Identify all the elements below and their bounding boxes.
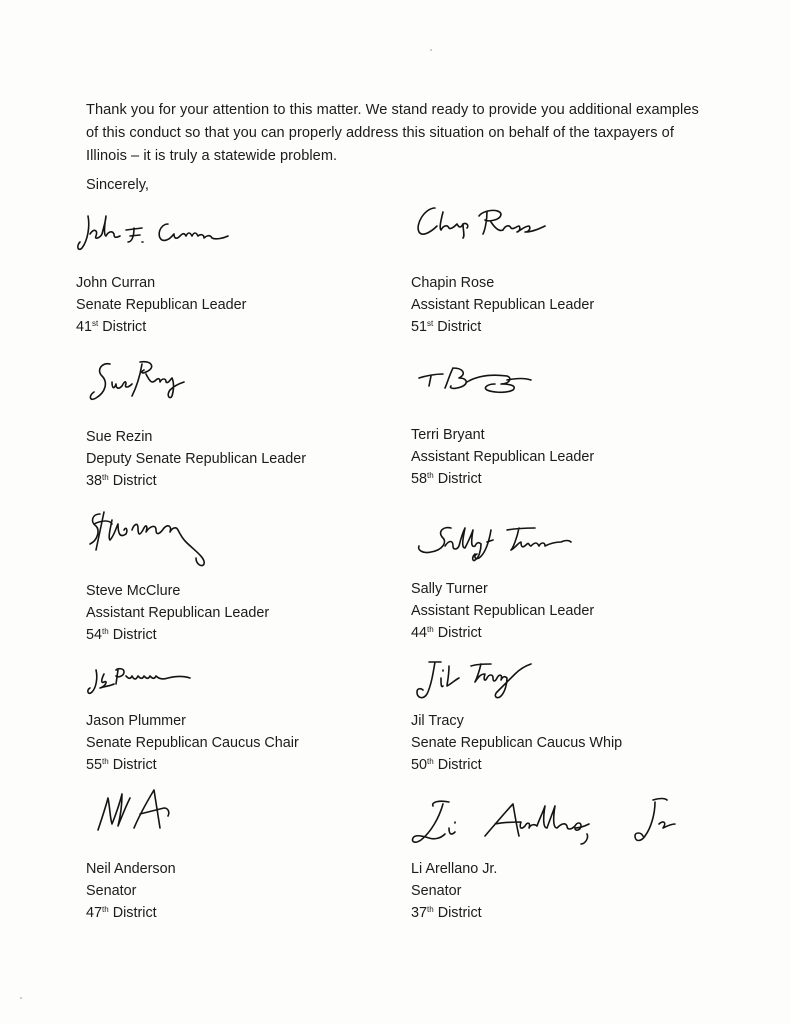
signatory-title: Assistant Republican Leader [411,297,595,313]
signature-chapin-rose [413,200,553,240]
signatory-info [86,580,269,646]
signatory-info [411,710,622,776]
signatory-title: Senator [86,883,137,899]
signatory-name: Sue Rezin [86,429,153,445]
signatory-block-sue-rezin [86,356,416,496]
signatory-block-neil-anderson [86,784,416,924]
signature-li-arellano [409,794,679,856]
signatory-title: Assistant Republican Leader [411,603,595,619]
signatory-name: Chapin Rose [411,275,495,291]
signatory-info [86,426,306,492]
signatory-district: 55th District [86,757,157,773]
signatory-name: Neil Anderson [86,861,176,877]
signatory-block-john-curran [76,206,406,346]
signatory-info [86,710,299,776]
signatory-info [86,858,176,924]
signatory-name: Jason Plummer [86,713,186,729]
signatory-district: 37th District [411,905,482,921]
signatory-block-jason-plummer [86,660,416,800]
signatory-title: Senator [411,883,462,899]
signatory-district: 58th District [411,471,482,487]
signatory-district: 54th District [86,627,157,643]
closing-paragraph: Thank you for your attention to this matter. We stand ready to provide you additional examples of this conduct so that you can properly address this situation on behalf of the taxpayers of Illinois – it is truly a statewide problem. [86,102,699,164]
signatory-info [411,578,594,644]
signatory-district: 47th District [86,905,157,921]
signature-neil-anderson [92,784,192,836]
signature-sue-rezin [86,356,196,406]
signatory-block-jil-tracy [411,656,741,796]
signatory-info [411,272,594,338]
closing-salutation: Sincerely, [86,177,149,193]
signatory-name: Jil Tracy [411,713,464,729]
signatory-info [411,424,594,490]
signatory-district: 51st District [411,319,482,335]
signature-sally-turner [415,520,575,564]
signatory-name: John Curran [76,275,156,291]
signatory-block-li-arellano [411,794,741,934]
signatory-district: 50th District [411,757,482,773]
signatory-district: 44th District [411,625,482,641]
signatory-info [76,272,246,338]
signatory-info [411,858,497,924]
signatory-block-sally-turner [411,520,741,660]
signatory-title: Senate Republican Caucus Whip [411,735,623,751]
signatory-name: Steve McClure [86,583,181,599]
signature-john-curran [76,206,236,256]
signatory-block-chapin-rose [411,196,741,336]
signatory-block-steve-mcclure [86,506,416,646]
signatory-title: Assistant Republican Leader [86,605,270,621]
signatory-title: Senate Republican Caucus Chair [86,735,299,751]
signature-steve-mcclure [86,506,216,572]
scan-speck [20,997,22,999]
signatory-name: Li Arellano Jr. [411,861,498,877]
signatory-title: Assistant Republican Leader [411,449,595,465]
signatory-name: Terri Bryant [411,427,485,443]
signatory-district: 41st District [76,319,147,335]
signatory-district: 38th District [86,473,157,489]
signatory-title: Senate Republican Leader [76,297,247,313]
scan-speck [430,49,432,51]
signatory-block-terri-bryant [411,362,741,502]
signatory-name: Sally Turner [411,581,488,597]
signature-jil-tracy [415,656,539,704]
signature-terri-bryant [417,362,541,396]
signatory-title: Deputy Senate Republican Leader [86,451,307,467]
signature-jason-plummer [86,660,196,700]
